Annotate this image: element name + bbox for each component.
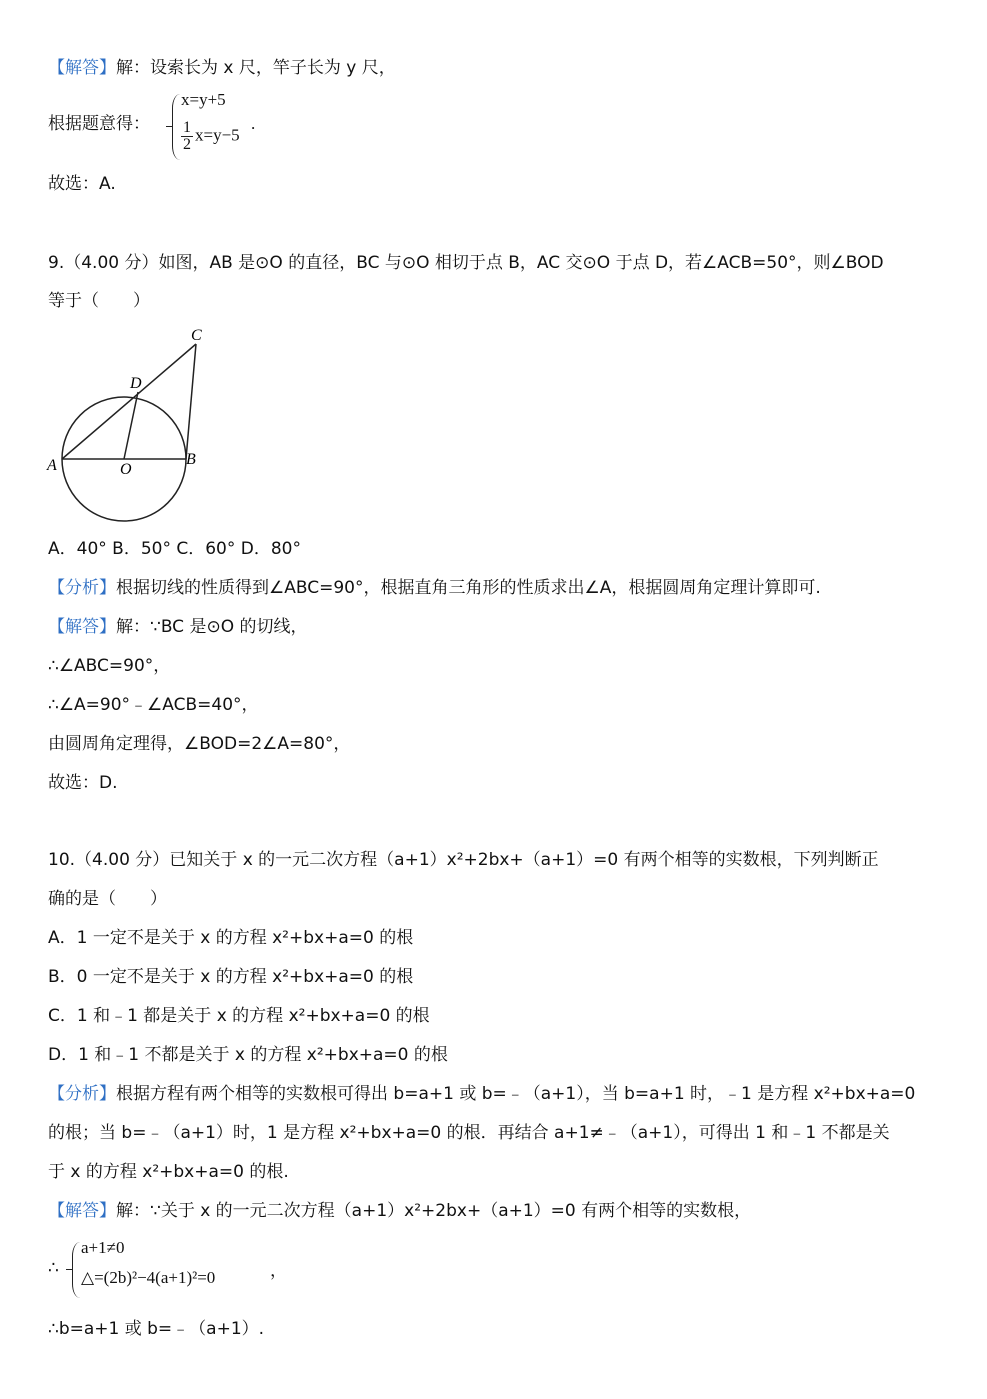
point-b-label: B <box>186 451 196 468</box>
q8-eq2-rest: x=y−5 <box>195 125 240 145</box>
q9-analysis-text: 根据切线的性质得到∠ABC=90°，根据直角三角形的性质求出∠A，根据圆周角定理计算即可. <box>116 578 821 598</box>
tangent-bc <box>186 344 196 459</box>
q9-stem-line2: 等于（ ） <box>48 291 150 311</box>
segment-od <box>124 392 138 459</box>
answer-tag: 【解答】 <box>48 1201 116 1221</box>
q9-stem-line1: 9.（4.00 分）如图，AB 是⊙O 的直径，BC 与⊙O 相切于点 B，AC 交⊙O 于点 D，若∠ACB=50°，则∠BOD <box>48 253 884 273</box>
q9-answer-line2: ∴∠ABC=90°， <box>48 656 171 676</box>
q10-option-d: D．1 和﹣1 不都是关于 x 的方程 x²+bx+a=0 的根 <box>48 1045 448 1065</box>
q10-answer-text: 解：∵关于 x 的一元二次方程（a+1）x²+2bx+（a+1）=0 有两个相等的实数根， <box>116 1201 752 1221</box>
analysis-tag: 【分析】 <box>48 1084 116 1104</box>
q8-eq2-fraction <box>181 120 193 153</box>
q9-conclusion: 故选：D. <box>48 773 118 793</box>
q8-conclusion: 故选：A. <box>48 174 116 194</box>
q9-answer-line4: 由圆周角定理得，∠BOD=2∠A=80°， <box>48 734 351 754</box>
q10-analysis-line2: 的根；当 b=﹣（a+1）时，1 是方程 x²+bx+a=0 的根．再结合 a+1≠﹣（a+1），可得出 1 和﹣1 不都是关 <box>48 1123 890 1143</box>
fraction-denominator: 2 <box>183 136 191 153</box>
point-o-label: O <box>120 461 132 478</box>
q10-option-b: B．0 一定不是关于 x 的方程 x²+bx+a=0 的根 <box>48 967 414 987</box>
q8-answer-intro <box>48 56 396 80</box>
q9-geometry-figure <box>40 322 220 527</box>
q8-eq2 <box>181 120 240 153</box>
q8-equation-system <box>48 92 348 164</box>
q10-analysis-line3: 于 x 的方程 x²+bx+a=0 的根. <box>48 1162 289 1182</box>
q10-stem-line2: 确的是（ ） <box>48 889 167 909</box>
point-a-label: A <box>47 457 57 474</box>
q9-answer-line1 <box>48 615 307 639</box>
q10-answer-last: ∴b=a+1 或 b=﹣（a+1）. <box>48 1319 265 1339</box>
q10-answer-line1 <box>48 1199 751 1223</box>
q9-answer-text: 解：∵BC 是⊙O 的切线， <box>116 617 308 637</box>
answer-tag: 【解答】 <box>48 617 116 637</box>
point-d-label: D <box>130 375 142 392</box>
q10-analysis-line1 <box>48 1082 915 1106</box>
q10-option-a: A．1 一定不是关于 x 的方程 x²+bx+a=0 的根 <box>48 928 414 948</box>
q10-equation-system <box>48 1238 368 1302</box>
answer-tag: 【解答】 <box>48 58 116 78</box>
q10-stem-line1: 10.（4.00 分）已知关于 x 的一元二次方程（a+1）x²+2bx+（a+1）=0 有两个相等的实数根，下列判断正 <box>48 850 879 870</box>
analysis-tag: 【分析】 <box>48 578 116 598</box>
therefore-symbol: ∴ <box>48 1258 59 1278</box>
secant-ac <box>62 344 196 459</box>
q8-system-label: 根据题意得： <box>48 114 150 134</box>
q9-answer-line3: ∴∠A=90°﹣∠ACB=40°， <box>48 695 259 715</box>
fraction-numerator: 1 <box>183 119 191 136</box>
q10-sys-end: ， <box>270 1261 287 1280</box>
q9-analysis <box>48 576 821 600</box>
system-brace <box>172 94 181 160</box>
q10-sys-eq2: △=(2b)²−4(a+1)²=0 <box>81 1268 216 1287</box>
q10-analysis-text: 根据方程有两个相等的实数根可得出 b=a+1 或 b=﹣（a+1），当 b=a+1 时，﹣1 是方程 x²+bx+a=0 <box>116 1084 916 1104</box>
q9-options: A．40° B．50° C．60° D．80° <box>48 539 301 559</box>
q8-eq1: x=y+5 <box>181 90 226 109</box>
point-c-label: C <box>191 327 202 344</box>
q8-answer-text: 解：设索长为 x 尺，竿子长为 y 尺， <box>116 58 396 78</box>
q10-sys-eq1: a+1≠0 <box>81 1238 125 1257</box>
q10-option-c: C．1 和﹣1 都是关于 x 的方程 x²+bx+a=0 的根 <box>48 1006 430 1026</box>
system-brace <box>72 1242 81 1298</box>
q8-system-end: . <box>251 114 256 133</box>
